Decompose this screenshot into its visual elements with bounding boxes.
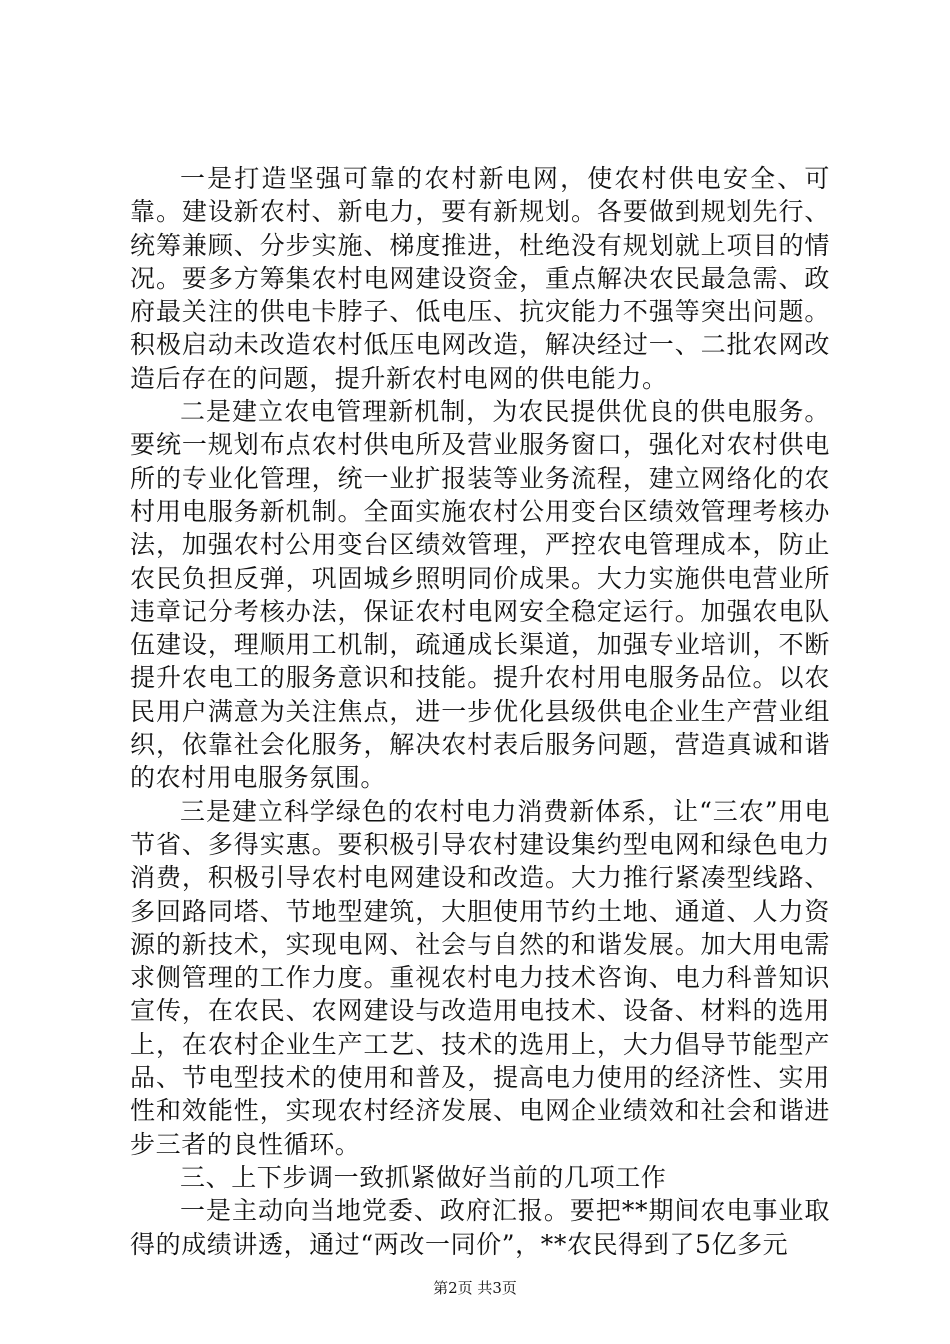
paragraph-2: 二是建立农电管理新机制，为农民提供优良的供电服务。要统一规划布点农村供电所及营业服务窗口，强化对农村供电所的专业化管理，统一业扩报装等业务流程，建立网络化的农村用电服务新机制。全面实施农村公用变台区绩效管理考核办法，加强农村公用变台区绩效管理，严控农电管理成本，防止农民负担反弹，巩固城乡照明同价成果。大力实施供电营业所违章记分考核办法，保证农村电网安全稳定运行。加强农电队伍建设，理顺用工机制，疏通成长渠道，加强专业培训，不断提升农电工的服务意识和技能。提升农村用电服务品位。以农民用户满意为关注焦点，进一步优化县级供电企业生产营业组织，依靠社会化服务，解决农村表后服务问题，营造真诚和谐的农村用电服务氛围。: [130, 397, 830, 793]
page-footer: 第2页 共3页: [433, 1279, 517, 1297]
paragraph-3: 三是建立科学绿色的农村电力消费新体系，让“三农”用电节省、多得实惠。要积极引导农村建设集约型电网和绿色电力消费，积极引导农村电网建设和改造。大力推行紧凑型线路、多回路同塔、节地型建筑，大胆使用节约土地、通道、人力资源的新技术，实现电网、社会与自然的和谐发展。加大用电需求侧管理的工作力度。重视农村电力技术咨询、电力科普知识宣传，在农民、农网建设与改造用电技术、设备、材料的选用上，在农村企业生产工艺、技术的选用上，大力倡导节能型产品、节电型技术的使用和普及，提高电力使用的经济性、实用性和效能性，实现农村经济发展、电网企业绩效和社会和谐进步三者的良性循环。: [130, 796, 830, 1159]
paragraph-1: 一是打造坚强可靠的农村新电网，使农村供电安全、可靠。建设新农村、新电力，要有新规划。各要做到规划先行、统筹兼顾、分步实施、梯度推进，杜绝没有规划就上项目的情况。要多方筹集农村电网建设资金，重点解决农民最急需、政府最关注的供电卡脖子、低电压、抗灾能力不强等突出问题。积极启动未改造农村低压电网改造，解决经过一、二批农网改造后存在的问题，提升新农村电网的供电能力。: [130, 164, 830, 393]
section-heading: 三、上下步调一致抓紧做好当前的几项工作: [180, 1162, 667, 1192]
paragraph-4: 一是主动向当地党委、政府汇报。要把**期间农电事业取得的成绩讲透，通过“两改一同价”，**农民得到了5亿多元: [130, 1196, 830, 1259]
document-body: [130, 162, 830, 1261]
